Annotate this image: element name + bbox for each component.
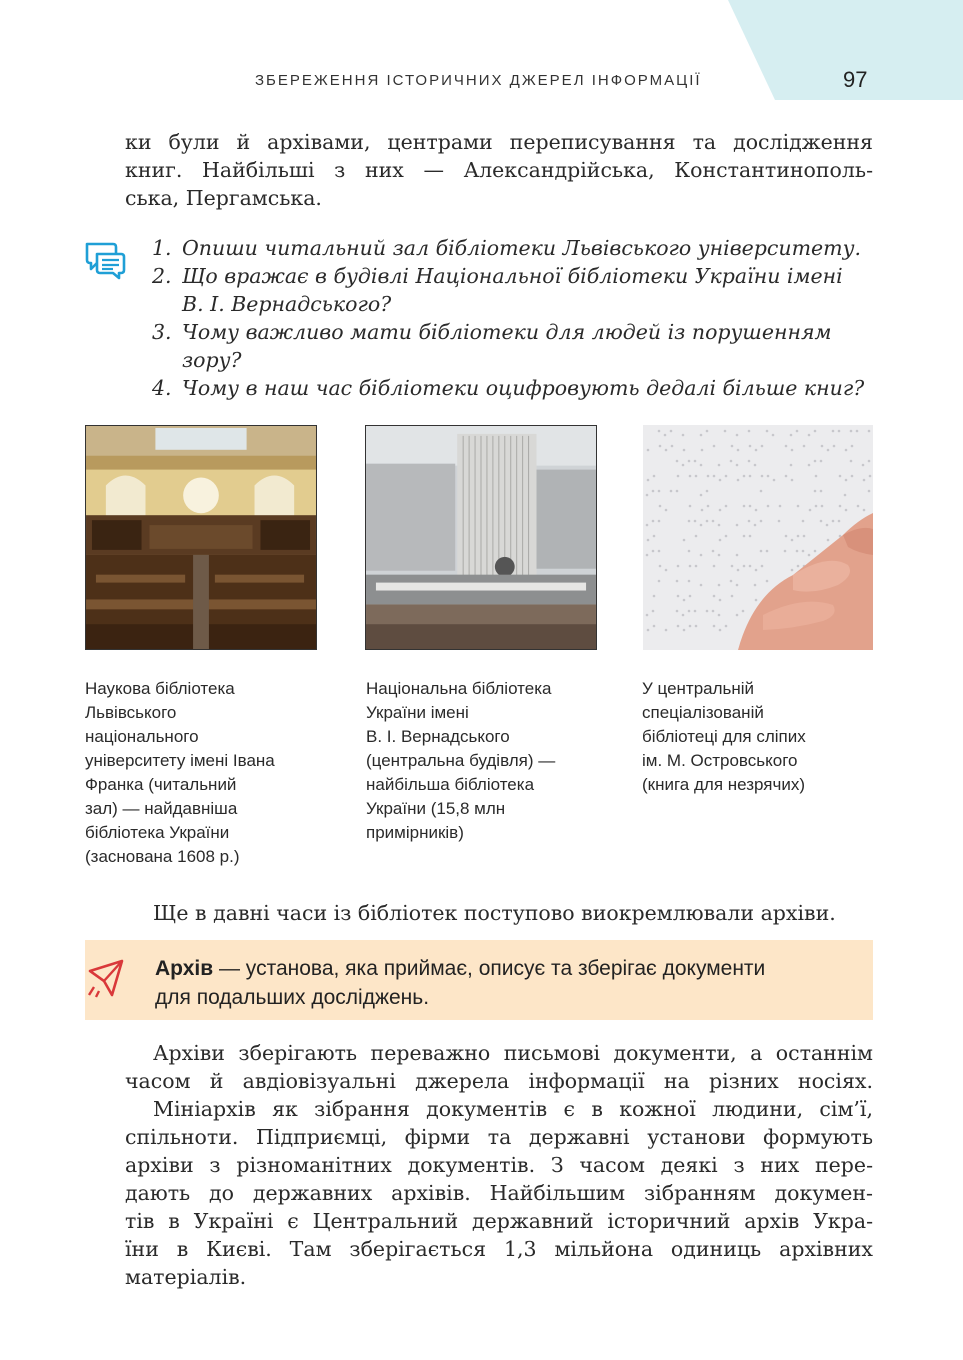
chat-bubbles-icon [83,240,127,280]
library-building-photo [365,425,597,650]
text-line: спільноти. Підприємці, фірми та державні установи формують [125,1125,873,1149]
caption-line: У центральній [642,679,755,698]
text-line: ська, Пергамська. [125,186,322,210]
question-item [152,262,873,318]
caption-line: національного [85,727,199,746]
text-line: архіви з різноманітних документів. З часом деякі з них пере- [125,1153,873,1177]
page-number: 97 [843,67,868,92]
text-line: Ще в давні часи із бібліотек поступово виокремлювали архіви. [153,901,836,925]
definition-line [155,954,865,983]
question-text: Що вражає в будівлі Національної бібліотеки України імені [182,264,843,288]
text-line: їни в Києві. Там зберігається 1,3 мільйона одиниць архівних [125,1237,873,1261]
reading-hall-photo [85,425,317,650]
caption-line: (книга для незрячих) [642,775,806,794]
question-text: В. І. Вернадського? [182,292,392,316]
caption-line: (центральна будівля) — [366,751,556,770]
caption-line: Франка (читальний [85,775,237,794]
text-line: дають до державних архівів. Найбільшим зібранням докумен- [125,1181,873,1205]
figure-caption [642,677,806,797]
question-item [152,234,873,262]
caption-line: примірників) [366,823,464,842]
text-line: ки були й архівами, центрами переписування та дослідження [125,130,873,154]
caption-line: Наукова бібліотека [85,679,235,698]
definition-body: — установа, яка приймає, описує та зберігає документи [213,957,766,980]
definition-text [155,954,865,1012]
text-line: матеріалів. [125,1265,247,1289]
caption-line: В. І. Вернадського [366,727,510,746]
question-text: Чому важливо мати бібліотеки для людей із порушенням [182,320,832,344]
question-text: зору? [182,348,242,372]
archives-intro-paragraph [125,899,873,927]
caption-line: (заснована 1608 р.) [85,847,240,866]
figure-caption [85,677,275,869]
text-line: книг. Найбільші з них — Александрійська, Константинополь- [125,158,873,182]
figure-caption [366,677,555,845]
caption-line: зал) — найдавніша [85,799,238,818]
caption-line: найбільша бібліотека [366,775,535,794]
paper-plane-icon [86,957,126,999]
running-header-title: ЗБЕРЕЖЕННЯ ІСТОРИЧНИХ ДЖЕРЕЛ ІНФОРМАЦІЇ [255,72,702,89]
caption-line: університету імені Івана [85,751,275,770]
body-paragraph [125,1095,873,1291]
question-text: Чому в наш час бібліотеки оцифровують дедалі більше книг? [182,376,865,400]
caption-line: ім. М. Островського [642,751,798,770]
caption-line: бібліотеці для сліпих [642,727,806,746]
question-number: 2. [152,264,172,288]
question-number: 1. [152,236,172,260]
text-line: тів в Україні є Центральний державний історичний архів Укра- [125,1209,873,1233]
definition-term: Архів [155,957,214,980]
braille-book-photo [643,425,873,650]
question-item [152,318,873,374]
caption-line: Львівського [85,703,177,722]
intro-paragraph [125,128,873,212]
question-list [152,234,873,402]
question-item [152,374,873,402]
header-corner-decoration [0,0,963,110]
caption-line: України імені [366,703,469,722]
text-line: часом й авдіовізуальні джерела інформації на різних носіях. [125,1069,873,1093]
caption-line: спеціалізованій [642,703,764,722]
text-line: Мініархів як зібрання документів є в кожної людини, сім’ї, [153,1097,873,1121]
text-line: Архіви зберігають переважно письмові документи, а останнім [153,1041,873,1065]
question-number: 3. [152,320,172,344]
body-paragraph [125,1039,873,1095]
question-number: 4. [152,376,172,400]
caption-line: бібліотека України [85,823,230,842]
caption-line: України (15,8 млн [366,799,506,818]
definition-line: для подальших досліджень. [155,986,430,1009]
caption-line: Національна бібліотека [366,679,552,698]
question-text: Опиши читальний зал бібліотеки Львівського університету. [182,236,862,260]
